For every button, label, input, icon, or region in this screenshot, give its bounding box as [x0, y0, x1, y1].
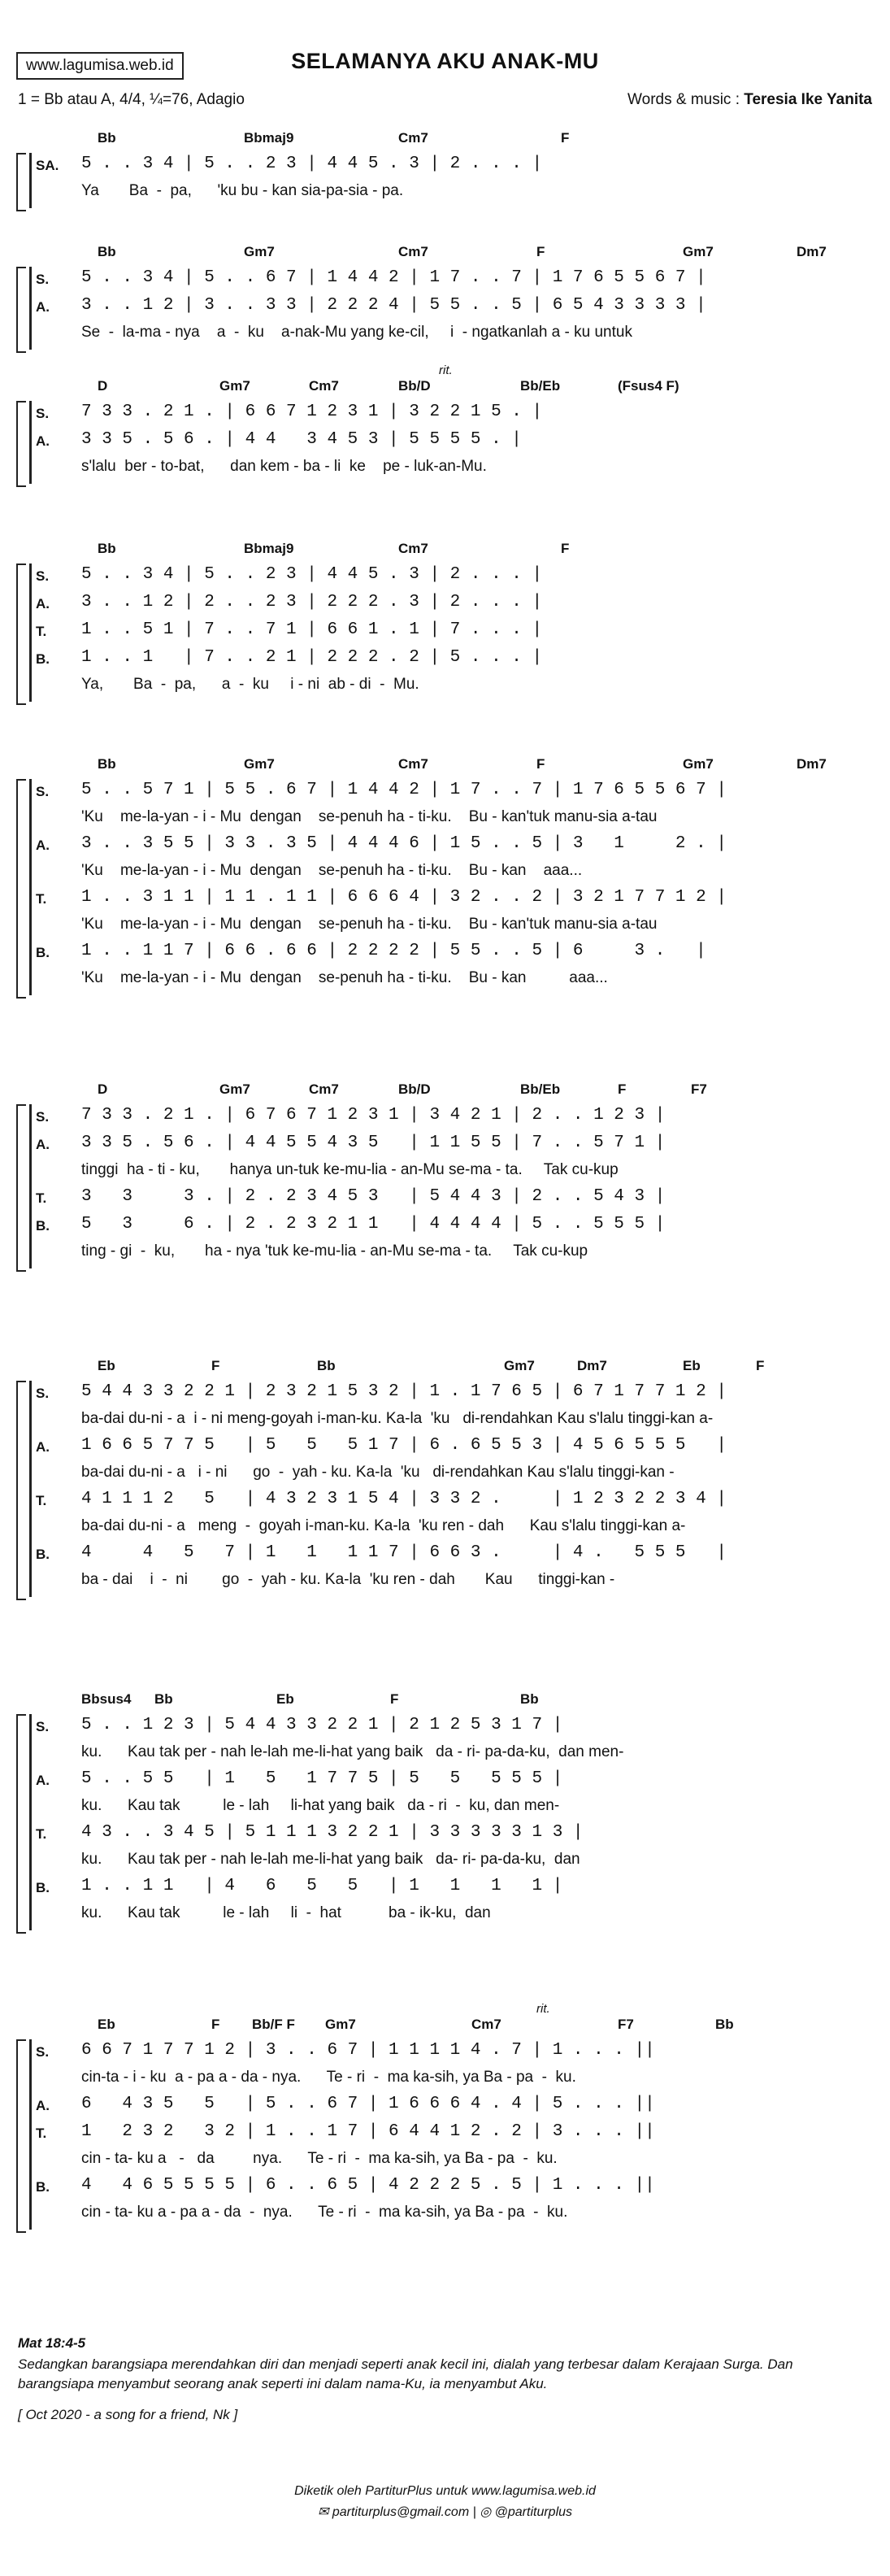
- score-system: [16, 130, 878, 208]
- voice-label: T.: [36, 624, 47, 639]
- voice-label: SA.: [36, 158, 59, 173]
- chord-symbol: Bbmaj9: [244, 541, 294, 556]
- voice-notes: 1 . . 1 1 7 | 6 6 . 6 6 | 2 2 2 2 | 5 5 . . 5 | 6 3 . |: [81, 942, 706, 960]
- tempo-mark: rit.: [536, 2002, 550, 2016]
- voice-staff: [36, 1134, 881, 1160]
- chord-symbol: Bb/D: [398, 378, 431, 394]
- voice-staff: [36, 430, 881, 456]
- chord-symbol: F: [536, 756, 545, 772]
- voice-label: B.: [36, 2179, 50, 2195]
- lyric-line: ku. Kau tak le - lah li-hat yang baik da - ri - ku, dan men-: [81, 1797, 560, 1814]
- chord-symbol: Gm7: [219, 1081, 250, 1097]
- voice-notes: 1 6 6 5 7 7 5 | 5 5 5 1 7 | 6 . 6 5 5 3 | 4 5 6 5 5 5 |: [81, 1436, 727, 1455]
- system-barline: [29, 401, 32, 484]
- chord-symbol: Bb/D: [398, 1081, 431, 1097]
- chord-symbol: Gm7: [683, 244, 714, 259]
- voice-notes: 5 3 6 . | 2 . 2 3 2 1 1 | 4 4 4 4 | 5 . . 5 5 5 |: [81, 1215, 666, 1234]
- voice-label: A.: [36, 1137, 50, 1152]
- voice-label: S.: [36, 1719, 50, 1734]
- chord-symbol: F: [618, 1081, 627, 1097]
- voice-notes: 4 3 . . 3 4 5 | 5 1 1 1 3 2 2 1 | 3 3 3 3 3 1 3 |: [81, 1823, 584, 1842]
- chord-symbol: Cm7: [398, 244, 428, 259]
- system-bracket: [16, 2039, 26, 2233]
- lyric-line: 'Ku me-la-yan - i - Mu dengan se-penuh ha - ti-ku. Bu - kan'tuk manu-sia a-tau: [81, 916, 658, 933]
- voice-label: A.: [36, 299, 50, 315]
- chord-symbol: Bbmaj9: [244, 130, 294, 146]
- voice-staff: [36, 834, 881, 860]
- voice-staff: [36, 1769, 881, 1795]
- chord-row: [81, 1081, 878, 1101]
- chord-symbol: Gm7: [683, 756, 714, 772]
- chord-symbol: Bb: [98, 756, 116, 772]
- score-system: [16, 1358, 878, 1597]
- voice-staff: [36, 1106, 881, 1132]
- footer-instagram[interactable]: @partiturplus: [494, 2505, 573, 2519]
- chord-symbol: Gm7: [504, 1358, 535, 1373]
- voice-staff: [36, 1543, 881, 1569]
- chord-symbol: F: [536, 244, 545, 259]
- chord-symbol: Dm7: [797, 756, 827, 772]
- voice-notes: 5 . . 3 4 | 5 . . 2 3 | 4 4 5 . 3 | 2 . . . |: [81, 154, 543, 173]
- voice-staff: [36, 942, 881, 968]
- voice-label: B.: [36, 651, 50, 667]
- voice-label: A.: [36, 433, 50, 449]
- chord-row: [81, 378, 878, 398]
- chord-symbol: Dm7: [797, 244, 827, 259]
- mail-icon: ✉: [317, 2505, 329, 2519]
- system-bracket: [16, 1104, 26, 1272]
- scripture-text: Sedangkan barangsiapa merendahkan diri dan menjadi seperti anak kecil ini, dialah yang terbesar dalam Kerajaan Surga. Dan barangsiapa menyambut seorang anak seperti ini dalam nama-Ku, ia menyambut Aku.: [18, 2356, 793, 2391]
- voice-label: A.: [36, 1439, 50, 1455]
- scripture-reference: [18, 2335, 871, 2352]
- system-bracket: [16, 779, 26, 999]
- system-barline: [29, 153, 32, 208]
- chord-symbol: Eb: [98, 2017, 115, 2032]
- voice-label: A.: [36, 596, 50, 611]
- chord-symbol: Gm7: [244, 244, 275, 259]
- voice-notes: 5 . . 3 4 | 5 . . 6 7 | 1 4 4 2 | 1 7 . . 7 | 1 7 6 5 5 6 7 |: [81, 268, 706, 287]
- voice-staff: [36, 2122, 881, 2148]
- voice-notes: 3 3 5 . 5 6 . | 4 4 5 5 4 3 5 | 1 1 5 5 | 7 . . 5 7 1 |: [81, 1134, 666, 1152]
- chord-symbol: Bb: [520, 1691, 539, 1707]
- chord-row: [81, 756, 878, 776]
- chord-symbol: Eb: [98, 1358, 115, 1373]
- voice-notes: 3 . . 1 2 | 3 . . 3 3 | 2 2 2 4 | 5 5 . . 5 | 6 5 4 3 3 3 3 |: [81, 296, 706, 315]
- lyric-line: Se - la-ma - nya a - ku a-nak-Mu yang ke-cil, i - ngatkanlah a - ku untuk: [81, 324, 632, 341]
- chord-symbol: Gm7: [325, 2017, 356, 2032]
- chord-row: [81, 1358, 878, 1377]
- chord-symbol: Cm7: [309, 378, 339, 394]
- voice-label: A.: [36, 838, 50, 853]
- voice-notes: 6 4 3 5 5 | 5 . . 6 7 | 1 6 6 6 4 . 4 | 5 . . . ||: [81, 2095, 655, 2113]
- voice-notes: 3 3 5 . 5 6 . | 4 4 3 4 5 3 | 5 5 5 5 . |: [81, 430, 522, 449]
- chord-symbol: (Fsus4 F): [618, 378, 679, 394]
- chord-symbol: Cm7: [398, 756, 428, 772]
- voice-label: S.: [36, 406, 50, 421]
- voice-staff: [36, 1716, 881, 1742]
- lyric-line: ku. Kau tak per - nah le-lah me-li-hat yang baik da - ri- pa-da-ku, dan men-: [81, 1743, 624, 1760]
- system-barline: [29, 1104, 32, 1268]
- lyric-line: ba-dai du-ni - a meng - goyah i-man-ku. Ka-la 'ku ren - dah Kau s'lalu tinggi-kan a-: [81, 1517, 686, 1534]
- voice-notes: 5 . . 5 5 | 1 5 1 7 7 5 | 5 5 5 5 5 |: [81, 1769, 563, 1788]
- voice-staff: [36, 2095, 881, 2121]
- chord-symbol: F: [211, 1358, 220, 1373]
- voice-notes: 3 . . 3 5 5 | 3 3 . 3 5 | 4 4 4 6 | 1 5 . . 5 | 3 1 2 . |: [81, 834, 727, 853]
- voice-notes: 1 2 3 2 3 2 | 1 . . 1 7 | 6 4 4 1 2 . 2 | 3 . . . ||: [81, 2122, 655, 2141]
- chord-symbol: F: [390, 1691, 399, 1707]
- chord-symbol: Cm7: [471, 2017, 501, 2032]
- scripture-ref: Mat 18:4-5: [18, 2335, 86, 2351]
- system-barline: [29, 1381, 32, 1597]
- system-bracket: [16, 1381, 26, 1600]
- voice-staff: [36, 268, 881, 294]
- lyric-line: cin - ta- ku a - da nya. Te - ri - ma ka-sih, ya Ba - pa - ku.: [81, 2150, 558, 2167]
- chord-symbol: F7: [691, 1081, 707, 1097]
- voice-label: S.: [36, 272, 50, 287]
- voice-staff: [36, 781, 881, 807]
- voice-notes: 7 3 3 . 2 1 . | 6 7 6 7 1 2 3 1 | 3 4 2 1 | 2 . . 1 2 3 |: [81, 1106, 666, 1125]
- footer-contacts: [0, 2504, 890, 2520]
- score-system: [16, 1081, 878, 1268]
- footer-separator: |: [472, 2505, 476, 2519]
- chord-symbol: F7: [618, 2017, 634, 2032]
- voice-staff: [36, 402, 881, 429]
- system-barline: [29, 564, 32, 702]
- score-system: [16, 756, 878, 995]
- voice-staff: [36, 648, 881, 674]
- chord-symbol: F: [561, 130, 570, 146]
- lyric-line: tinggi ha - ti - ku, hanya un-tuk ke-mu-lia - an-Mu se-ma - ta. Tak cu-kup: [81, 1161, 619, 1178]
- chord-symbol: Bb: [98, 541, 116, 556]
- system-bracket: [16, 401, 26, 487]
- chord-symbol: F: [561, 541, 570, 556]
- voice-staff: [36, 1187, 881, 1213]
- voice-staff: [36, 1877, 881, 1903]
- system-bracket: [16, 267, 26, 353]
- voice-notes: 4 4 5 7 | 1 1 1 1 7 | 6 6 3 . | 4 . 5 5 5 |: [81, 1543, 727, 1562]
- voice-staff: [36, 1215, 881, 1241]
- voice-notes: 3 . . 1 2 | 2 . . 2 3 | 2 2 2 . 3 | 2 . . . |: [81, 593, 543, 611]
- voice-label: A.: [36, 1773, 50, 1788]
- lyric-line: ba-dai du-ni - a i - ni meng-goyah i-man-ku. Ka-la 'ku di-rendahkan Kau s'lalu tinggi-kan a-: [81, 1410, 714, 1427]
- lyric-line: cin-ta - i - ku a - pa a - da - nya. Te - ri - ma ka-sih, ya Ba - pa - ku.: [81, 2069, 576, 2086]
- lyric-line: ku. Kau tak le - lah li - hat ba - ik-ku, dan: [81, 1904, 491, 1921]
- tempo-mark: rit.: [439, 363, 453, 377]
- chord-symbol: Cm7: [309, 1081, 339, 1097]
- score-system: [16, 541, 878, 702]
- score-system: [16, 363, 878, 484]
- voice-staff: [36, 565, 881, 591]
- chord-symbol: Dm7: [577, 1358, 607, 1373]
- chord-row: [81, 130, 878, 150]
- chord-symbol: Cm7: [398, 130, 428, 146]
- chord-symbol: F: [211, 2017, 220, 2032]
- lyric-line: 'Ku me-la-yan - i - Mu dengan se-penuh ha - ti-ku. Bu - kan'tuk manu-sia a-tau: [81, 808, 658, 825]
- lyric-line: ba-dai du-ni - a i - ni go - yah - ku. Ka-la 'ku di-rendahkan Kau s'lalu tinggi-kan -: [81, 1464, 675, 1481]
- system-barline: [29, 1714, 32, 1930]
- system-barline: [29, 779, 32, 995]
- chord-symbol: F: [756, 1358, 765, 1373]
- lyric-line: Ya, Ba - pa, a - ku i - ni ab - di - Mu.: [81, 676, 419, 693]
- voice-label: B.: [36, 945, 50, 960]
- voice-label: B.: [36, 1547, 50, 1562]
- system-bracket: [16, 153, 26, 211]
- score-system: [16, 2002, 878, 2230]
- system-barline: [29, 267, 32, 350]
- voice-label: S.: [36, 784, 50, 799]
- voice-label: A.: [36, 2098, 50, 2113]
- chord-symbol: Bb/F F: [252, 2017, 295, 2032]
- lyric-line: Ya Ba - pa, 'ku bu - kan sia-pa-sia - pa.: [81, 182, 404, 199]
- chord-symbol: Gm7: [219, 378, 250, 394]
- lyric-line: cin - ta- ku a - pa a - da - nya. Te - ri - ma ka-sih, ya Ba - pa - ku.: [81, 2204, 568, 2221]
- voice-staff: [36, 296, 881, 322]
- voice-notes: 3 3 3 . | 2 . 2 3 4 5 3 | 5 4 4 3 | 2 . . 5 4 3 |: [81, 1187, 666, 1206]
- voice-notes: 5 . . 3 4 | 5 . . 2 3 | 4 4 5 . 3 | 2 . . . |: [81, 565, 543, 584]
- lyric-line: ku. Kau tak per - nah le-lah me-li-hat yang baik da- ri- pa-da-ku, dan: [81, 1851, 580, 1868]
- voice-label: S.: [36, 1109, 50, 1125]
- chord-symbol: Bbsus4: [81, 1691, 132, 1707]
- song-note: [ Oct 2020 - a song for a friend, Nk ]: [18, 2407, 238, 2422]
- voice-notes: 1 . . 1 1 | 4 6 5 5 | 1 1 1 1 |: [81, 1877, 563, 1895]
- voice-staff: [36, 2041, 881, 2067]
- voice-notes: 6 6 7 1 7 7 1 2 | 3 . . 6 7 | 1 1 1 1 4 . 7 | 1 . . . ||: [81, 2041, 655, 2060]
- lyric-line: 'Ku me-la-yan - i - Mu dengan se-penuh ha - ti-ku. Bu - kan aaa...: [81, 862, 583, 879]
- chord-symbol: Bb/Eb: [520, 378, 561, 394]
- voice-notes: 4 1 1 1 2 5 | 4 3 2 3 1 5 4 | 3 3 2 . | 1 2 3 2 2 3 4 |: [81, 1490, 727, 1508]
- instagram-icon: ◎: [480, 2505, 492, 2519]
- lyric-line: ting - gi - ku, ha - nya 'tuk ke-mu-lia - an-Mu se-ma - ta. Tak cu-kup: [81, 1242, 588, 1260]
- chord-row: [81, 541, 878, 560]
- voice-label: S.: [36, 2044, 50, 2060]
- chord-row: [81, 244, 878, 263]
- chord-symbol: Eb: [276, 1691, 294, 1707]
- voice-staff: [36, 154, 881, 181]
- chord-symbol: Bb: [154, 1691, 173, 1707]
- chord-symbol: D: [98, 378, 108, 394]
- chord-symbol: D: [98, 1081, 108, 1097]
- footer-email[interactable]: partiturplus@gmail.com: [332, 2505, 470, 2519]
- system-bracket: [16, 1714, 26, 1934]
- chord-symbol: Gm7: [244, 756, 275, 772]
- chord-symbol: Bb: [98, 244, 116, 259]
- voice-label: S.: [36, 1386, 50, 1401]
- voice-staff: [36, 2176, 881, 2202]
- system-barline: [29, 2039, 32, 2230]
- system-bracket: [16, 564, 26, 705]
- voice-notes: 4 4 6 5 5 5 5 | 6 . . 6 5 | 4 2 2 2 5 . 5 | 1 . . . ||: [81, 2176, 655, 2195]
- voice-notes: 7 3 3 . 2 1 . | 6 6 7 1 2 3 1 | 3 2 2 1 5 . |: [81, 402, 543, 421]
- voice-notes: 5 . . 1 2 3 | 5 4 4 3 3 2 2 1 | 2 1 2 5 3 1 7 |: [81, 1716, 563, 1734]
- voice-notes: 1 . . 1 | 7 . . 2 1 | 2 2 2 . 2 | 5 . . . |: [81, 648, 543, 667]
- key-signature: 1 = Bb atau A, 4/4, ¼=76, Adagio: [18, 91, 245, 108]
- chord-symbol: Bb: [317, 1358, 336, 1373]
- lyric-line: 'Ku me-la-yan - i - Mu dengan se-penuh ha - ti-ku. Bu - kan aaa...: [81, 969, 608, 986]
- voice-staff: [36, 1436, 881, 1462]
- credit-prefix: Words & music :: [627, 91, 745, 108]
- chord-symbol: Eb: [683, 1358, 701, 1373]
- voice-notes: 5 4 4 3 3 2 2 1 | 2 3 2 1 5 3 2 | 1 . 1 7 6 5 | 6 7 1 7 7 1 2 |: [81, 1382, 727, 1401]
- chord-row: [81, 2017, 878, 2036]
- chord-symbol: Bb: [715, 2017, 734, 2032]
- voice-staff: [36, 1823, 881, 1849]
- chord-symbol: Bb: [98, 130, 116, 146]
- voice-label: T.: [36, 2126, 47, 2141]
- lyric-line: ba - dai i - ni go - yah - ku. Ka-la 'ku ren - dah Kau tinggi-kan -: [81, 1571, 615, 1588]
- voice-notes: 5 . . 5 7 1 | 5 5 . 6 7 | 1 4 4 2 | 1 7 . . 7 | 1 7 6 5 5 6 7 |: [81, 781, 727, 799]
- voice-staff: [36, 620, 881, 646]
- voice-label: B.: [36, 1218, 50, 1234]
- voice-staff: [36, 593, 881, 619]
- chord-symbol: Cm7: [398, 541, 428, 556]
- voice-staff: [36, 1382, 881, 1408]
- chord-symbol: Bb/Eb: [520, 1081, 561, 1097]
- voice-label: B.: [36, 1880, 50, 1895]
- score-system: [16, 244, 878, 350]
- lyric-line: s'lalu ber - to-bat, dan kem - ba - li ke pe - luk-an-Mu.: [81, 458, 487, 475]
- voice-label: S.: [36, 568, 50, 584]
- chord-row: [81, 1691, 878, 1711]
- voice-label: T.: [36, 891, 47, 907]
- composer-credit: [627, 91, 872, 109]
- voice-staff: [36, 888, 881, 914]
- voice-label: T.: [36, 1826, 47, 1842]
- voice-staff: [36, 1490, 881, 1516]
- voice-label: T.: [36, 1190, 47, 1206]
- voice-notes: 1 . . 3 1 1 | 1 1 . 1 1 | 6 6 6 4 | 3 2 . . 2 | 3 2 1 7 7 1 2 |: [81, 888, 727, 907]
- footer-credit: Diketik oleh PartiturPlus untuk www.lagumisa.web.id: [294, 2484, 596, 2498]
- composer-name: Teresia Ike Yanita: [744, 91, 872, 108]
- song-title: SELAMANYA AKU ANAK-MU: [291, 49, 599, 73]
- score-system: [16, 1691, 878, 1930]
- voice-label: T.: [36, 1493, 47, 1508]
- voice-notes: 1 . . 5 1 | 7 . . 7 1 | 6 6 1 . 1 | 7 . . . |: [81, 620, 543, 639]
- site-url-box: www.lagumisa.web.id: [16, 52, 184, 80]
